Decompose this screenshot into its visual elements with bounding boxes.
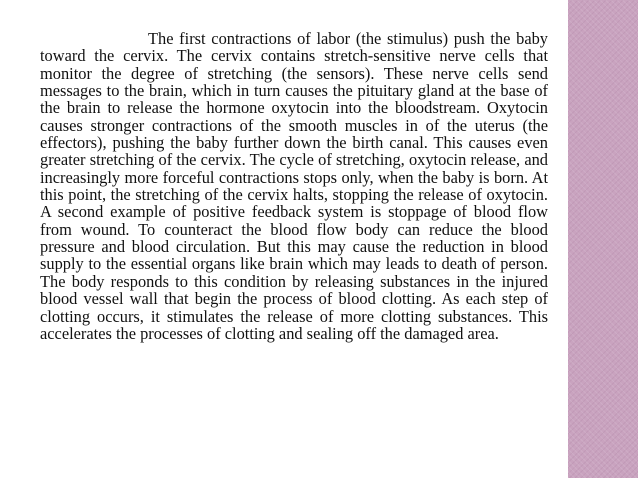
- body-paragraph: The first contractions of labor (the stimulus) push the baby toward the cervix. The cervix contains stretch-sensitive nerve cells that monitor the degree of stretching (the sensors). These nerve cells send messages to the brain, which in turn causes the pituitary gland at the base of the brain to release the hormone oxytocin into the bloodstream. Oxytocin causes stronger contractions of the smooth muscles in of the uterus (the effectors), pushing the baby further down the birth canal. This causes even greater stretching of the cervix. The cycle of stretching, oxytocin release, and increasingly more forceful contractions stops only, when the baby is born. At this point, the stretching of the cervix halts, stopping the release of oxytocin. A second example of positive feedback system is stoppage of blood flow from wound. To counteract the blood flow body can reduce the blood pressure and blood circulation. But this may cause the reduction in blood supply to the essential organs like brain which may leads to death of person. The body responds to this condition by releasing substances in the injured blood vessel wall that begin the process of blood clotting. As each step of clotting occurs, it stimulates the release of more clotting substances. This accelerates the processes of clotting and sealing off the damaged area.: [40, 29, 548, 343]
- decorative-side-panel: [568, 0, 638, 478]
